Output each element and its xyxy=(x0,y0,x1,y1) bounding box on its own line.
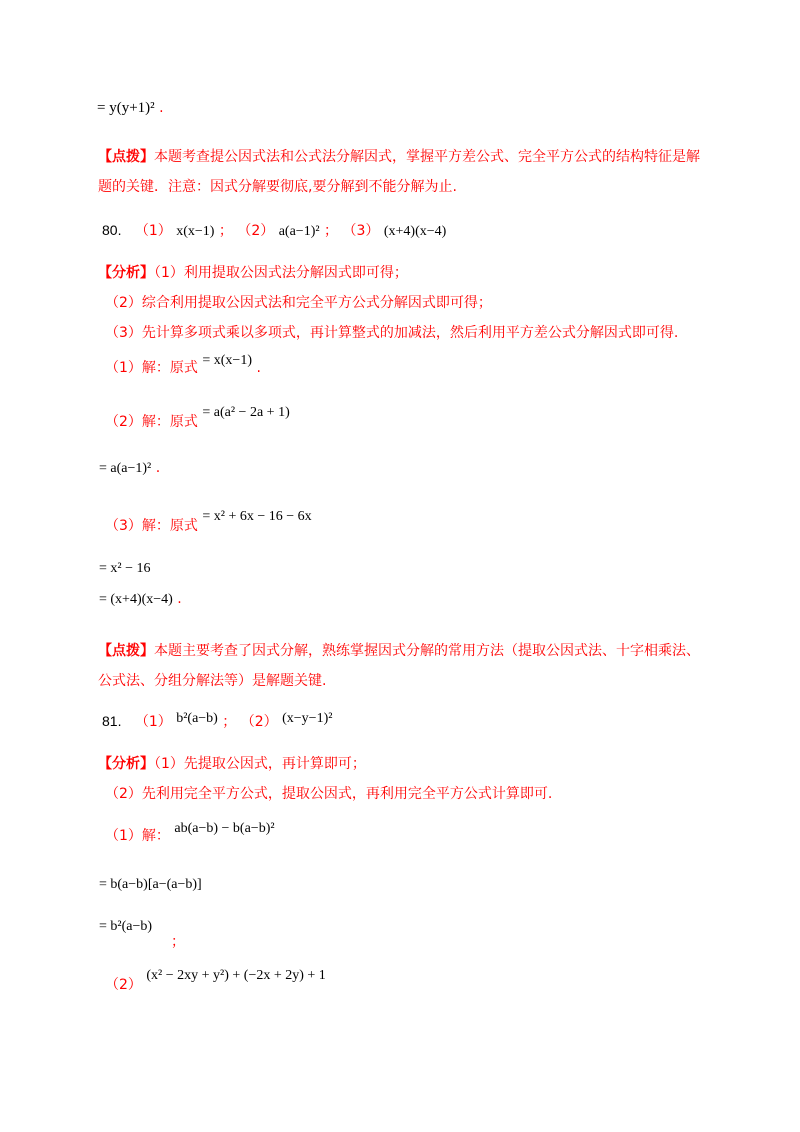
remark-label: 【点拨】 xyxy=(98,643,154,659)
period: . xyxy=(155,460,161,476)
solution-step: = a(a−1)² xyxy=(99,461,152,476)
solution-step: = (x+4)(x−4) xyxy=(99,592,173,607)
solution-label: （3）解：原式 xyxy=(105,518,198,534)
separator: ； xyxy=(222,714,237,730)
remark-text: 本题主要考查了因式分解，熟练掌握因式分解的常用方法（提取公因式法、十字相乘法、公式法、分组分解法等）是解题关键. xyxy=(98,643,700,689)
solution-label: （1）解：原式 xyxy=(105,360,198,376)
analysis-text: （3）先计算多项式乘以多项式，再计算整式的加减法，然后利用平方差公式分解因式即可得. xyxy=(105,325,679,341)
answer-1: b²(a−b) xyxy=(176,711,218,726)
analysis-text: （2）先利用完全平方公式，提取公因式，再利用完全平方公式计算即可. xyxy=(105,786,553,802)
analysis-text: （1）先提取公因式，再计算即可； xyxy=(154,756,366,772)
solution-label: （1）解： xyxy=(105,828,170,844)
solution-step: ab(a−b) − b(a−b)² xyxy=(174,821,275,836)
part-label: （2） xyxy=(240,714,278,730)
solution-step: = x² − 16 xyxy=(99,561,151,576)
part-label: （2） xyxy=(237,223,275,239)
analysis-label: 【分析】 xyxy=(98,265,154,281)
part-label: （1） xyxy=(134,223,172,239)
remark-label: 【点拨】 xyxy=(98,149,154,165)
remark-text: 本题考查提公因式法和公式法分解因式，掌握平方差公式、完全平方公式的结构特征是解题的关键．注意：因式分解要彻底,要分解到不能分解为止. xyxy=(98,149,700,195)
part-label: （1） xyxy=(134,714,172,730)
solution-step: = x² + 6x − 16 − 6x xyxy=(202,509,312,524)
solution-step: = b²(a−b) xyxy=(99,919,153,934)
answer-2: (x−y−1)² xyxy=(282,711,333,726)
answer-1: x(x−1) xyxy=(176,224,215,239)
remark-paragraph-2 xyxy=(98,636,708,696)
solution-step: (x² − 2xy + y²) + (−2x + 2y) + 1 xyxy=(146,968,326,983)
separator: ； xyxy=(218,223,233,239)
question-number-80: 80. xyxy=(102,222,122,238)
part-label: （3） xyxy=(342,223,380,239)
solution-step: = a(a² − 2a + 1) xyxy=(202,405,290,420)
solution-label: （2） xyxy=(105,977,142,993)
analysis-label: 【分析】 xyxy=(98,756,154,772)
analysis-text: （2）综合利用提取公因式法和完全平方公式分解因式即可得； xyxy=(105,295,492,311)
solution-step: = b(a−b)[a−(a−b)] xyxy=(99,877,202,892)
analysis-text: （1）利用提取公因式法分解因式即可得； xyxy=(154,265,408,281)
answer-3: (x+4)(x−4) xyxy=(383,224,447,239)
separator: ； xyxy=(324,223,339,239)
remark-paragraph-1 xyxy=(98,142,708,202)
semicolon: ； xyxy=(171,934,185,950)
period: . xyxy=(177,591,182,607)
answer-2: a(a−1)² xyxy=(278,224,320,239)
solution-step: = x(x−1) xyxy=(202,353,252,368)
period: . xyxy=(159,100,164,116)
period: . xyxy=(256,360,261,376)
question-number-81: 81. xyxy=(102,713,122,729)
solution-label: （2）解：原式 xyxy=(105,414,198,430)
equation-result: = y(y+1)² xyxy=(97,100,155,116)
